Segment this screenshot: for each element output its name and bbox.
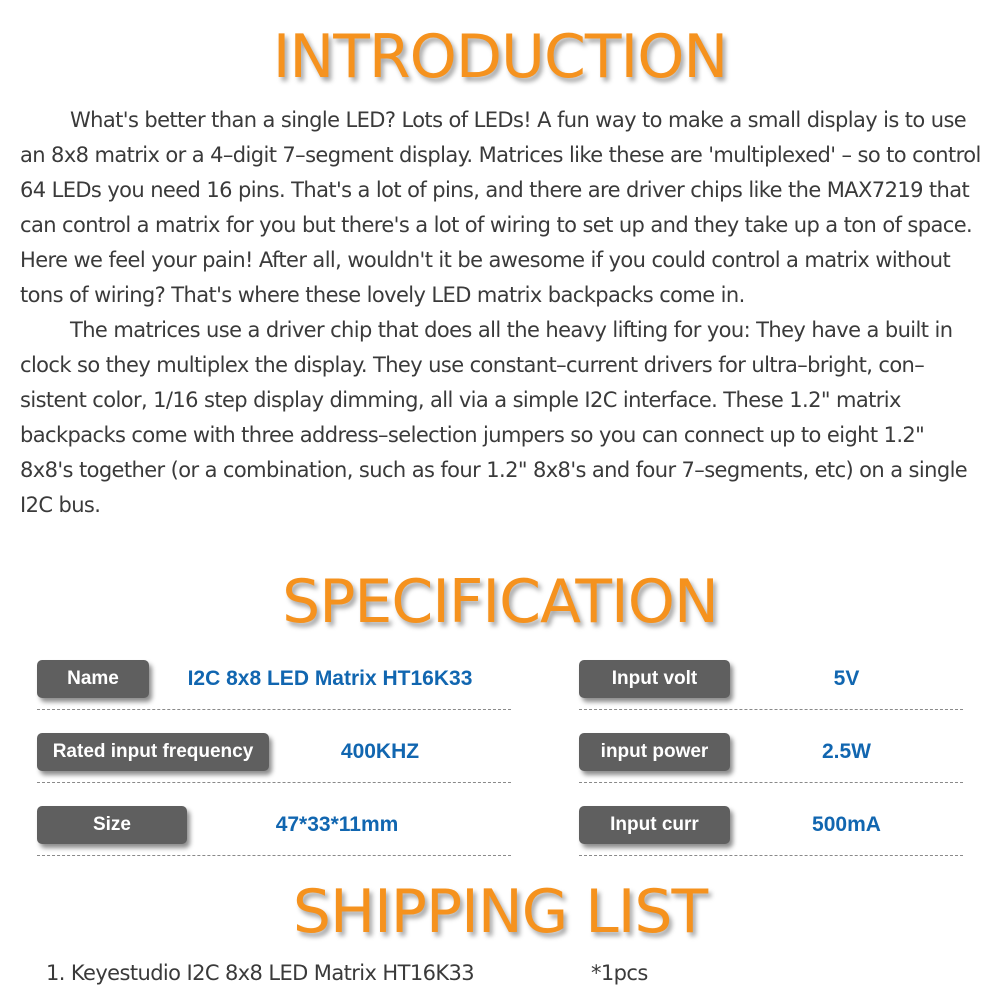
spec-label-input-volt: Input volt — [579, 660, 730, 698]
introduction-heading: INTRODUCTION — [272, 22, 728, 92]
dashed-divider — [37, 782, 511, 783]
shipping-item-qty: *1pcs — [591, 961, 648, 985]
spec-value-input-volt: 5V — [833, 667, 860, 690]
spec-label-rated-input-frequency: Rated input frequency — [37, 733, 269, 771]
shipping-item-name: 1. Keyestudio I2C 8x8 LED Matrix HT16K33 — [46, 961, 475, 985]
spec-row-size — [37, 806, 511, 856]
spec-value-input-curr: 500mA — [812, 813, 881, 836]
shipping-list-heading: SHIPPING LIST — [292, 877, 708, 947]
spec-row-input-curr — [579, 806, 963, 856]
intro-paragraph-2: The matrices use a driver chip that does all the heavy lifting for you: They have a built in clock so they multiplex the display. They use constant–current drivers for ultra–bright, con–sistent color, 1/16 step display dimming, all via a simple I2C interface. These 1.2" matrix backpacks come with three address–selection jumpers so you can connect up to eight 1.2" 8x8's together (or a combination, such as four 1.2" 8x8's and four 7–segments, etc) on a single I2C bus. — [20, 318, 968, 517]
spec-row-name — [37, 660, 511, 710]
spec-label-input-curr: Input curr — [579, 806, 730, 844]
dashed-divider — [579, 855, 963, 856]
dashed-divider — [37, 855, 511, 856]
spec-value-rated-input-frequency: 400KHZ — [340, 740, 420, 763]
spec-value-input-power: 2.5W — [821, 740, 871, 763]
spec-row-input-power — [579, 733, 963, 783]
specification-heading: SPECIFICATION — [282, 567, 718, 637]
introduction-body — [20, 103, 982, 523]
dashed-divider — [579, 709, 963, 710]
dashed-divider — [37, 709, 511, 710]
spec-row-input-volt — [579, 660, 963, 710]
spec-value-size: 47*33*11mm — [275, 813, 399, 836]
dashed-divider — [579, 782, 963, 783]
spec-label-input-power: input power — [579, 733, 730, 771]
intro-paragraph-1: What's better than a single LED? Lots of LEDs! A fun way to make a small display is to use an 8x8 matrix or a 4–digit 7–segment display. Matrices like these are 'multiplexed' – so to control 64 LEDs you need 16 pins. That's a lot of pins, and there are driver chips like the MAX7219 that can control a matrix for you but there's a lot of wiring to set up and they take up a ton of space. Here we feel your pain! After all, wouldn't it be awesome if you could control a matrix without tons of wiring? That's where these lovely LED matrix backpacks come in. — [20, 108, 981, 307]
spec-label-name: Name — [37, 660, 149, 698]
spec-value-name: I2C 8x8 LED Matrix HT16K33 — [187, 667, 473, 690]
spec-row-rated-input-frequency — [37, 733, 511, 783]
spec-label-size: Size — [37, 806, 187, 844]
